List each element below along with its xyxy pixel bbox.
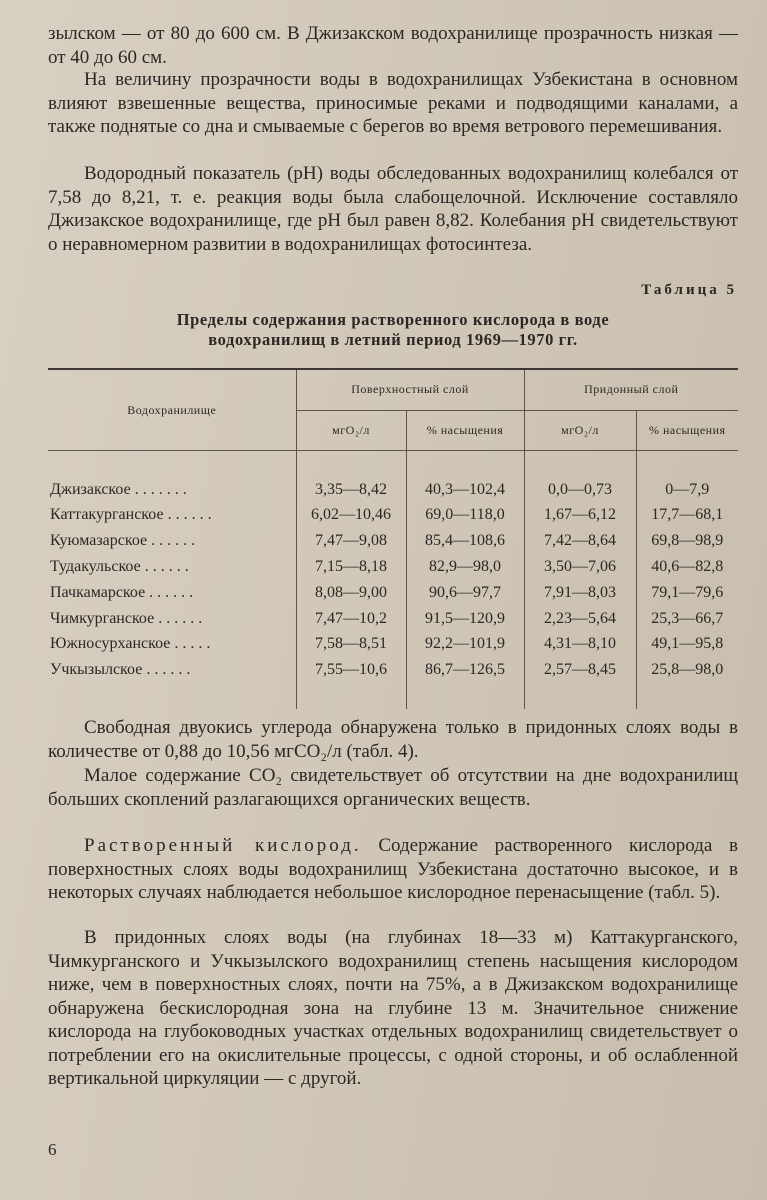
surface-pct: 69,0—118,0	[406, 503, 524, 529]
surface-pct: 91,5—120,9	[406, 606, 524, 632]
paragraph-co2-low	[48, 764, 738, 811]
surface-pct: 92,2—101,9	[406, 632, 524, 658]
table-title-line-1: Пределы содержания растворенного кислорода в воде	[176, 310, 610, 329]
surface-pct: 86,7—126,5	[406, 657, 524, 683]
surface-pct: 90,6—97,7	[406, 580, 524, 606]
reservoir-name: Пачкамарское . . . . . .	[50, 583, 194, 601]
surface-mg: 6,02—10,46	[296, 503, 406, 529]
surface-pct: 82,9—98,0	[406, 554, 524, 580]
table-row	[48, 606, 738, 632]
page-number: 6	[48, 1140, 57, 1159]
bottom-mg: 0,0—0,73	[524, 477, 636, 503]
surface-mg: 7,47—9,08	[296, 528, 406, 554]
bottom-pct: 25,8—98,0	[636, 657, 738, 683]
bottom-mg: 7,42—8,64	[524, 528, 636, 554]
group-header-bottom: Придонный слой	[524, 369, 738, 410]
paragraph-text: Содержание растворенного кислорода в поверхностных слоях воды водохранилищ Узбекистана достаточно высокое, и в некоторых случаях наблюдается небольшое кислородное перенасыщение (табл. 5).	[48, 835, 738, 903]
surface-mg: 7,55—10,6	[296, 657, 406, 683]
table-row	[48, 657, 738, 683]
paragraph-text: Малое содержание CO₂ свидетельствует об отсутствии на дне водохранилищ больших скоплений разлагающихся органических веществ.	[48, 765, 738, 810]
paragraph-text: На величину прозрачности воды в водохранилищах Узбекистана в основном влияют взвешенные вещества, приносимые реками и подводящими каналами, а также поднятые со дна и смываемые с берегов во время ветрового перемешивания.	[48, 69, 738, 137]
paragraph-text: Свободная двуокись углерода обнаружена только в придонных слоях воды в количестве от 0,88 до 10,56 мгCO₂/л (табл. 4).	[48, 717, 738, 762]
table-row	[48, 503, 738, 529]
table-row	[48, 528, 738, 554]
paragraph-text: Водородный показатель (pH) воды обследованных водохранилищ колебался от 7,58 до 8,21, т. е. реакция воды была слабощелочной. Исключение составляло Джизакское водохранилище, где pH был равен 8,82. Колебания pH свидетельствуют о неравномерном развитии в водохранилищах фотосинтеза.	[48, 163, 738, 255]
section-lead: Растворенный кислород.	[84, 835, 362, 856]
reservoir-name: Каттакурганское . . . . . .	[50, 506, 212, 524]
surface-mg: 7,58—8,51	[296, 632, 406, 658]
paragraph-ph	[48, 162, 738, 256]
surface-mg: 8,08—9,00	[296, 580, 406, 606]
subheader-bottom-pct: % насыщения	[636, 410, 738, 451]
table-row	[48, 477, 738, 503]
bottom-pct: 0—7,9	[636, 477, 738, 503]
reservoir-name: Тудакульское . . . . . .	[50, 558, 189, 576]
bottom-mg: 3,50—7,06	[524, 554, 636, 580]
reservoir-name: Джизакское . . . . . . .	[50, 480, 187, 498]
reservoir-name: Южносурханское . . . . .	[50, 635, 211, 653]
paragraph-oxygen	[48, 834, 738, 905]
surface-pct: 40,3—102,4	[406, 477, 524, 503]
bottom-pct: 17,7—68,1	[636, 503, 738, 529]
group-header-surface: Поверхностный слой	[296, 369, 524, 410]
bottom-pct: 40,6—82,8	[636, 554, 738, 580]
table-row	[48, 554, 738, 580]
paragraph-transparency-end: зылском — от 80 до 600 см. В Джизакском водохранилище прозрачность низкая — от 40 до 60 см.	[48, 23, 738, 68]
table-title	[48, 310, 738, 350]
table-label: Таблица 5	[641, 282, 737, 298]
paragraph-transparency-factors	[48, 68, 738, 139]
bottom-mg: 1,67—6,12	[524, 503, 636, 529]
surface-mg: 7,47—10,2	[296, 606, 406, 632]
reservoir-name: Чимкурганское . . . . . .	[50, 609, 203, 627]
subheader-surface-pct: % насыщения	[406, 410, 524, 451]
bottom-pct: 69,8—98,9	[636, 528, 738, 554]
bottom-pct: 79,1—79,6	[636, 580, 738, 606]
bottom-mg: 2,23—5,64	[524, 606, 636, 632]
reservoir-name: Куюмазарское . . . . . .	[50, 532, 196, 550]
paragraph-bottom-layers	[48, 926, 738, 1091]
bottom-pct: 25,3—66,7	[636, 606, 738, 632]
surface-mg: 3,35—8,42	[296, 477, 406, 503]
surface-pct: 85,4—108,6	[406, 528, 524, 554]
bottom-mg: 4,31—8,10	[524, 632, 636, 658]
subheader-bottom-mg: мгO₂/л	[524, 410, 636, 451]
table-title-line-2: водохранилищ в летний период 1969—1970 гг.	[208, 330, 578, 349]
table-row	[48, 580, 738, 606]
oxygen-table	[48, 368, 738, 709]
bottom-mg: 7,91—8,03	[524, 580, 636, 606]
paragraph-co2	[48, 716, 738, 763]
table-row	[48, 632, 738, 658]
subheader-surface-mg: мгO₂/л	[296, 410, 406, 451]
paragraph-text: В придонных слоях воды (на глубинах 18—33 м) Каттакурганского, Чимкурганского и Учкызылского водохранилищ степень насыщения кислородом ниже, чем в поверхностных слоях, почти на 75%, а в Джизакском водохранилище обнаружена бескислородная зона на глубине 13 м. Значительное снижение кислорода на глубоководных участках отдельных водохранилищ свидетельствует о потреблении его на окислительные процессы, с одной стороны, и об ослабленной вертикальной циркуляции — с другой.	[48, 927, 738, 1089]
reservoir-name: Учкызылское . . . . . .	[50, 661, 191, 679]
bottom-mg: 2,57—8,45	[524, 657, 636, 683]
bottom-pct: 49,1—95,8	[636, 632, 738, 658]
col-header-reservoir: Водохранилище	[48, 369, 296, 451]
surface-mg: 7,15—8,18	[296, 554, 406, 580]
